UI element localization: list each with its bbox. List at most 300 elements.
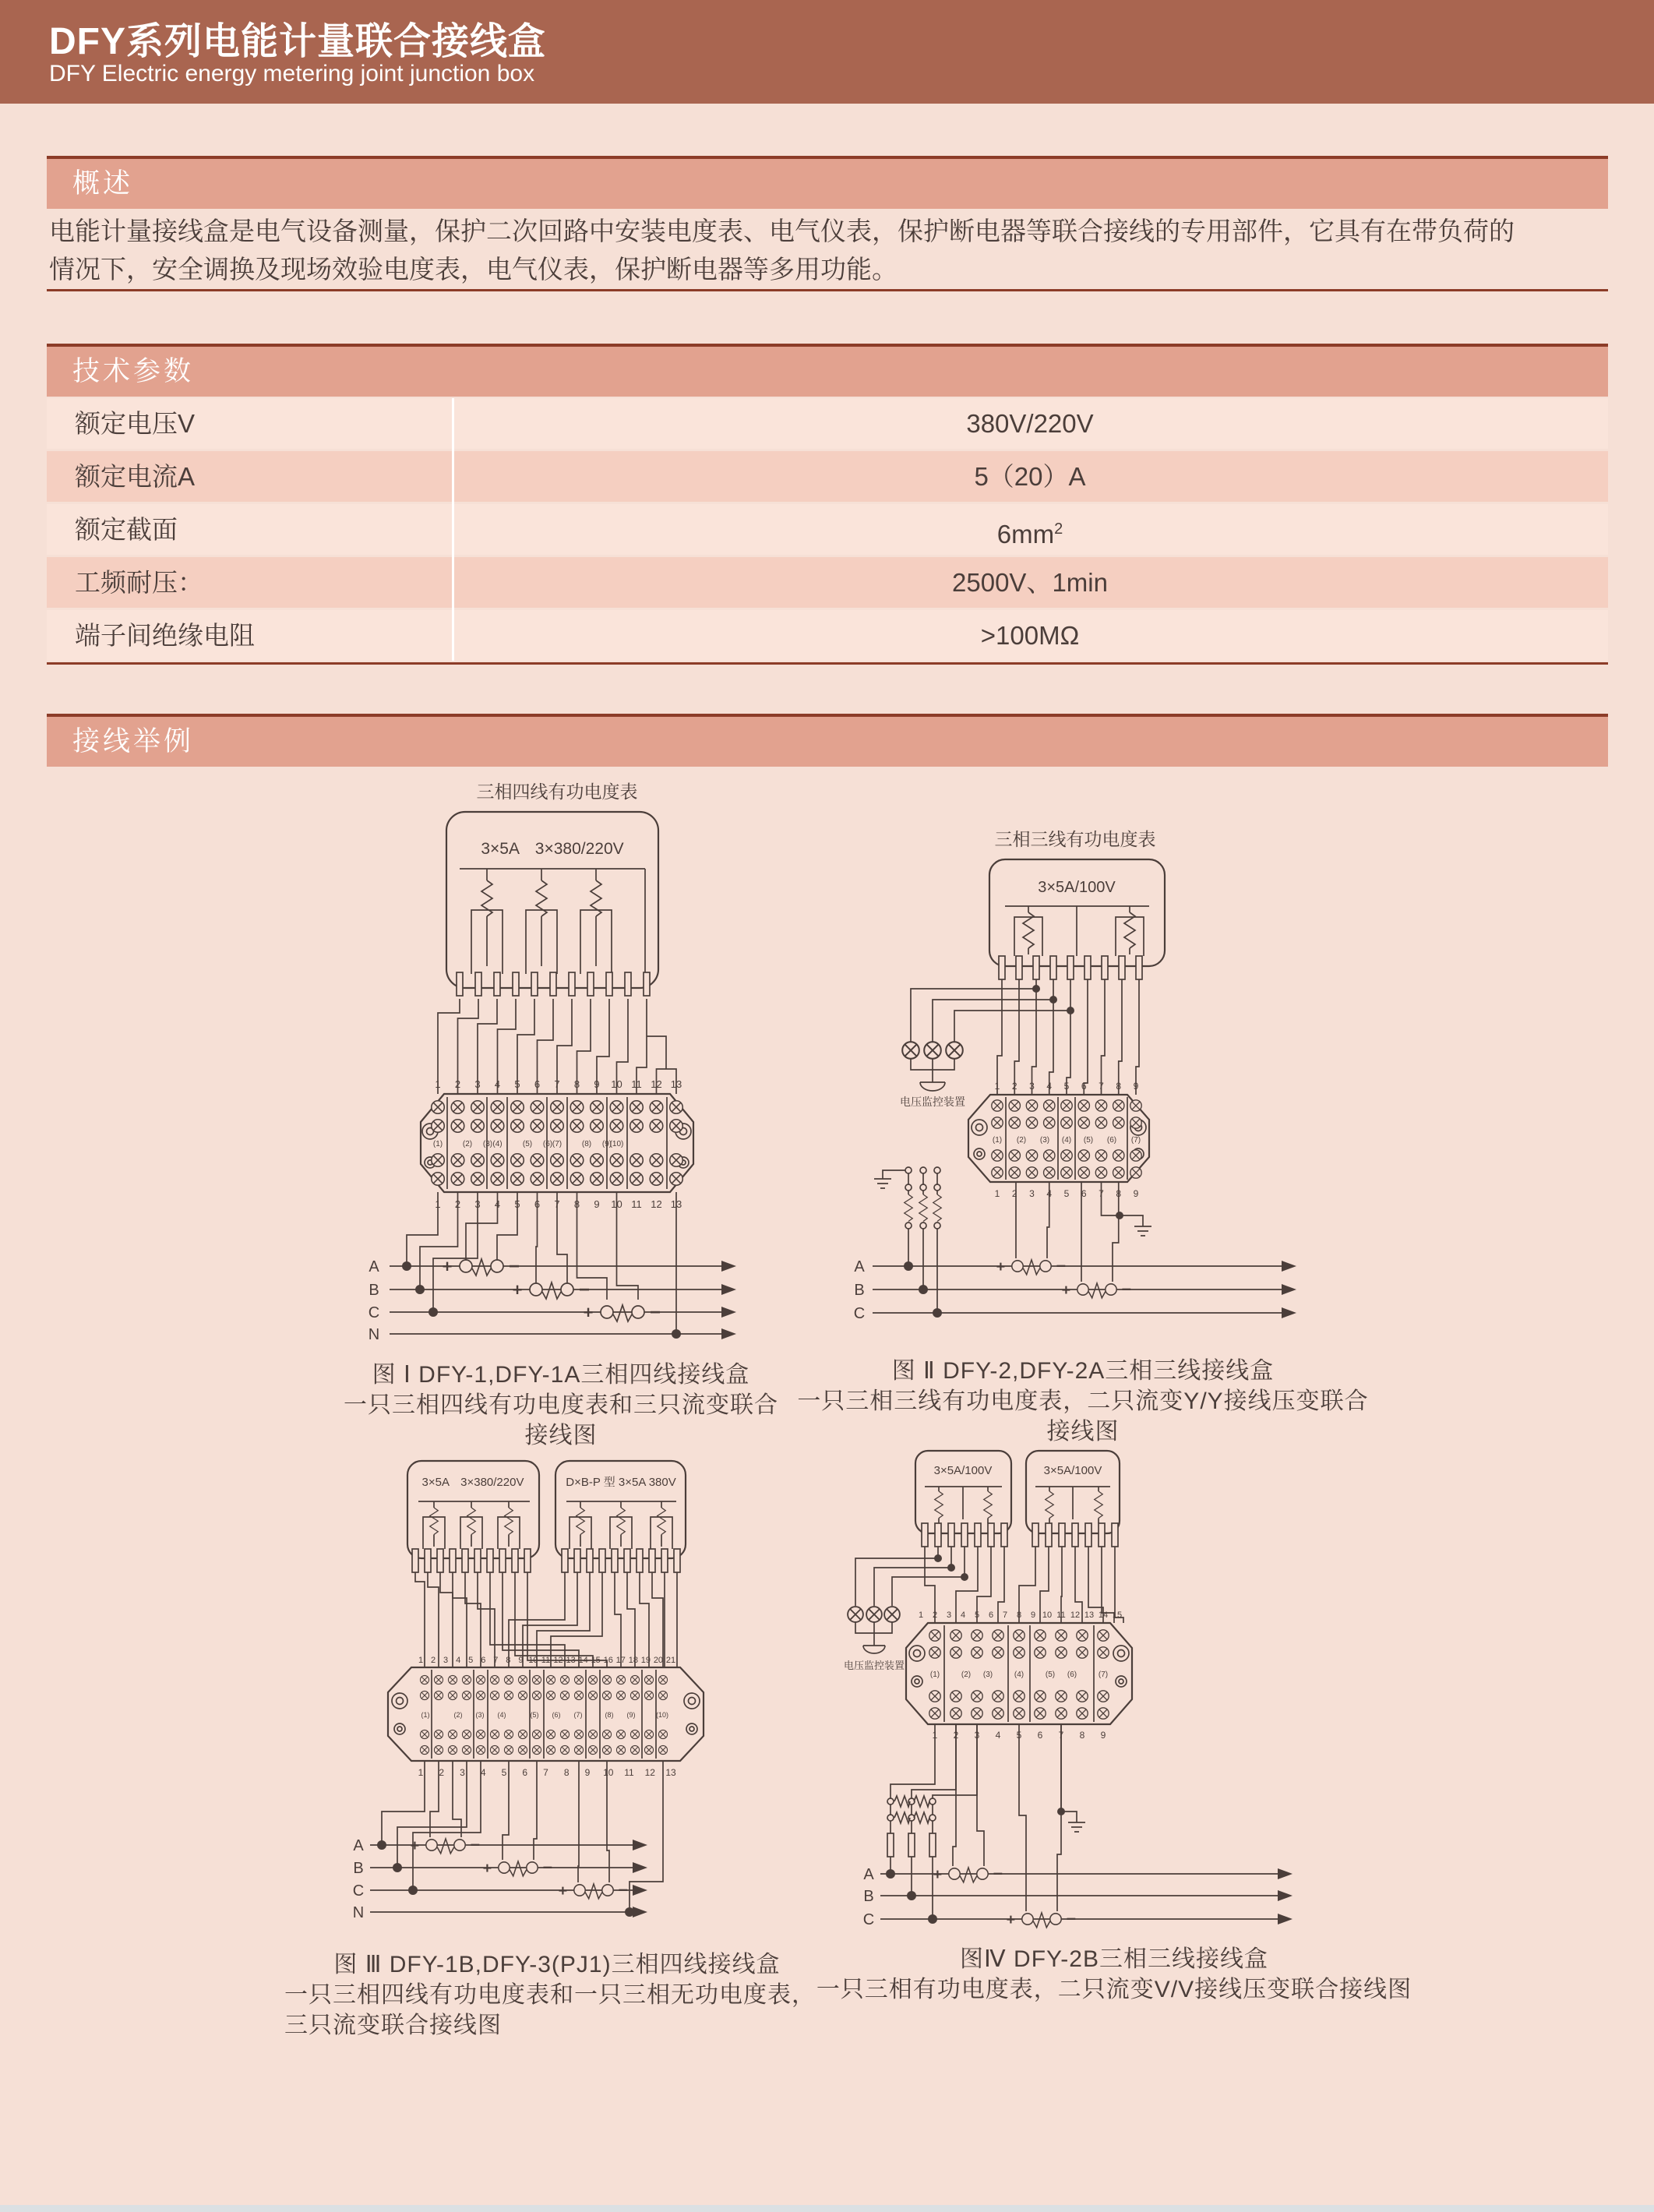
terminal-number: 4: [960, 1610, 966, 1620]
terminal-group-label: (1): [421, 1711, 430, 1719]
section-overview-header: [47, 156, 1608, 209]
terminal-icon: [1130, 1167, 1141, 1178]
terminal-icon: [992, 1167, 1003, 1178]
param-label: 额定截面: [75, 515, 178, 544]
terminal-icon: [560, 1675, 569, 1684]
terminal-icon: [420, 1745, 428, 1754]
junction-box: [388, 1667, 704, 1761]
table-row: [47, 557, 1608, 608]
section-tech-title: 技术参数: [72, 356, 195, 386]
terminal-number: 19: [640, 1656, 651, 1665]
terminal-icon: [1098, 1647, 1109, 1658]
terminal-number: 8: [1116, 1188, 1122, 1199]
terminal-group-label: (5): [522, 1140, 533, 1148]
terminal-icon: [570, 1173, 584, 1186]
terminal-group-label: (10): [655, 1711, 669, 1719]
terminal-number: 4: [1046, 1081, 1053, 1092]
figure-1-meter-label: 三相四线有功电度表: [476, 781, 638, 802]
terminal-number: 6: [534, 1198, 541, 1210]
terminal-icon: [588, 1675, 597, 1684]
terminal-icon: [1026, 1167, 1037, 1178]
terminal-icon: [950, 1708, 961, 1719]
terminal-number: 20: [653, 1656, 664, 1665]
terminal-group-label: (2): [453, 1711, 463, 1719]
terminal-icon: [1130, 1150, 1141, 1161]
terminal-icon: [616, 1675, 625, 1684]
terminal-icon: [1078, 1150, 1089, 1161]
terminal-icon: [602, 1691, 611, 1699]
terminal-number: 13: [665, 1767, 676, 1778]
terminal-icon: [448, 1745, 457, 1754]
terminal-icon: [610, 1120, 623, 1133]
figure-4-meter-left: [915, 1451, 1011, 1533]
terminal-icon: [551, 1101, 564, 1114]
terminal-icon: [532, 1730, 541, 1738]
terminal-group-label: (6): [1067, 1670, 1077, 1679]
terminal-icon: [1077, 1691, 1088, 1702]
terminal-icon: [1026, 1117, 1037, 1128]
lamp-icon: [884, 1607, 900, 1622]
terminal-icon: [630, 1675, 639, 1684]
phase-label: C: [368, 1304, 380, 1321]
terminal-group-label: (2): [961, 1670, 972, 1679]
terminal-number: 3: [1029, 1081, 1035, 1092]
terminal-icon: [630, 1730, 639, 1738]
terminal-number: 9: [594, 1078, 600, 1090]
terminal-number: 8: [1116, 1081, 1122, 1092]
terminal-number: 6: [988, 1610, 994, 1620]
terminal-icon: [644, 1730, 653, 1738]
figure-2-diagram: [838, 822, 1321, 1332]
terminal-icon: [518, 1691, 527, 1699]
terminal-icon: [992, 1117, 1003, 1128]
lamp-icon: [902, 1042, 919, 1059]
terminal-icon: [602, 1730, 611, 1738]
terminal-group-label: (3): [475, 1711, 485, 1719]
terminal-number: 3: [946, 1610, 952, 1620]
terminal-icon: [1056, 1691, 1067, 1702]
terminal-icon: [490, 1745, 499, 1754]
terminal-icon: [531, 1154, 544, 1167]
terminal-icon: [434, 1691, 443, 1699]
terminal-icon: [462, 1730, 471, 1738]
terminal-icon: [670, 1101, 683, 1114]
monitor-label: 电压监控装置: [843, 1660, 905, 1671]
terminal-icon: [929, 1691, 940, 1702]
terminal-icon: [1044, 1167, 1055, 1178]
terminal-icon: [1113, 1100, 1124, 1111]
phase-label: B: [863, 1888, 874, 1905]
figure-1-caption: [343, 1360, 779, 1451]
terminal-number: 11: [631, 1198, 642, 1210]
terminal-icon: [650, 1154, 663, 1167]
terminal-icon: [1035, 1691, 1046, 1702]
terminal-icon: [992, 1150, 1003, 1161]
terminal-number: 8: [1079, 1730, 1085, 1741]
terminal-icon: [420, 1691, 428, 1699]
param-value: >100MΩ: [980, 621, 1080, 650]
terminal-number: 7: [543, 1767, 548, 1778]
figure-2-caption-body: 一只三相三线有功电度表，二只流变Y/Y接线压变联合接线图: [797, 1388, 1369, 1445]
terminal-number: 18: [628, 1656, 638, 1665]
terminal-icon: [1095, 1100, 1106, 1111]
terminal-icon: [1061, 1100, 1072, 1111]
figure-2-meter: [989, 859, 1165, 979]
figure-4-meter-right: [1026, 1451, 1120, 1533]
terminal-group-label: (1): [432, 1140, 443, 1148]
terminal-number: 8: [573, 1198, 580, 1210]
terminal-icon: [570, 1120, 584, 1133]
terminal-icon: [588, 1745, 597, 1754]
terminal-icon: [1077, 1630, 1088, 1641]
phase-label: A: [369, 1258, 379, 1275]
terminal-icon: [511, 1154, 524, 1167]
terminal-number: 7: [1058, 1730, 1064, 1741]
terminal-icon: [511, 1120, 524, 1133]
voltage-monitor: [900, 1042, 965, 1108]
terminal-icon: [420, 1730, 428, 1738]
terminal-number: 4: [456, 1656, 461, 1665]
param-value: 5（20）A: [974, 462, 1086, 491]
section-wiring-title: 接线举例: [72, 726, 195, 757]
terminal-icon: [462, 1675, 471, 1684]
terminal-number: 5: [974, 1610, 980, 1620]
terminal-icon: [551, 1173, 564, 1186]
phase-label: N: [368, 1326, 380, 1343]
terminal-icon: [616, 1691, 625, 1699]
terminal-number: 1: [994, 1188, 1000, 1199]
phase-label: A: [854, 1258, 865, 1275]
terminal-icon: [1098, 1708, 1109, 1719]
terminal-icon: [511, 1101, 524, 1114]
figure-1-caption-title: 图 Ⅰ DFY-1,DFY-1A三相四线接线盒: [372, 1362, 750, 1388]
terminal-icon: [630, 1120, 644, 1133]
terminal-icon: [490, 1691, 499, 1699]
terminal-icon: [570, 1154, 584, 1167]
terminal-icon: [491, 1154, 504, 1167]
terminal-icon: [658, 1730, 667, 1738]
figure-1-diagram: [343, 779, 779, 1360]
terminal-icon: [504, 1745, 513, 1754]
phase-lines: [854, 1256, 1296, 1322]
terminal-icon: [972, 1691, 982, 1702]
terminal-group-label: (7): [1098, 1670, 1109, 1679]
terminal-icon: [574, 1745, 583, 1754]
terminal-icon: [432, 1173, 445, 1186]
terminal-icon: [546, 1675, 555, 1684]
lamp-icon: [866, 1607, 882, 1622]
terminal-number: 4: [995, 1730, 1001, 1741]
phase-label: A: [353, 1837, 364, 1854]
figure-4-caption-body: 一只三相有功电度表，二只流变V/V接线压变联合接线图: [816, 1977, 1412, 2002]
terminal-number: 9: [518, 1656, 524, 1665]
phase-label: C: [352, 1882, 365, 1900]
meter-rating: 3×5A/100V: [933, 1464, 993, 1477]
junction-box: [421, 1094, 693, 1192]
terminal-icon: [490, 1675, 499, 1684]
table-row: [47, 504, 1608, 555]
terminal-number: 10: [528, 1656, 538, 1665]
figure-4-diagram: [834, 1441, 1379, 1936]
ground-icon: [874, 1174, 891, 1188]
terminal-icon: [602, 1675, 611, 1684]
terminal-number: 6: [534, 1078, 541, 1090]
terminal-icon: [929, 1647, 940, 1658]
terminal-icon: [650, 1173, 663, 1186]
terminal-number: 2: [1011, 1081, 1017, 1092]
terminal-icon: [972, 1630, 982, 1641]
terminal-number: 21: [665, 1656, 676, 1665]
section-overview-title: 概述: [72, 168, 134, 199]
terminal-icon: [448, 1691, 457, 1699]
terminal-icon: [1130, 1117, 1141, 1128]
terminal-icon: [532, 1745, 541, 1754]
terminal-icon: [420, 1675, 428, 1684]
terminal-icon: [471, 1154, 485, 1167]
terminal-icon: [1026, 1150, 1037, 1161]
terminal-number: 3: [474, 1198, 481, 1210]
terminal-number: 5: [1063, 1188, 1070, 1199]
terminal-number: 11: [1056, 1610, 1066, 1620]
page-title: DFY系列电能计量联合接线盒: [49, 21, 547, 62]
meter-rating: 3×5A/100V: [1038, 879, 1116, 896]
overview-paragraph: [49, 212, 1615, 288]
terminal-icon: [1056, 1708, 1067, 1719]
terminal-number: 8: [573, 1078, 580, 1090]
terminal-icon: [1077, 1708, 1088, 1719]
terminal-number: 6: [1081, 1188, 1087, 1199]
meter-to-box-wires: [911, 979, 1139, 1095]
terminal-icon: [504, 1675, 513, 1684]
terminal-icon: [630, 1173, 644, 1186]
terminal-number: 12: [1070, 1610, 1081, 1620]
terminal-icon: [591, 1173, 604, 1186]
terminal-number: 3: [443, 1656, 449, 1665]
meter-terminal-fuses: [999, 956, 1142, 979]
terminal-icon: [531, 1173, 544, 1186]
terminal-icon: [491, 1120, 504, 1133]
terminal-group-label: (6): [542, 1140, 553, 1148]
terminal-icon: [560, 1745, 569, 1754]
terminal-icon: [532, 1691, 541, 1699]
param-label: 额定电压V: [75, 409, 196, 438]
terminal-group-label: (7): [1130, 1136, 1141, 1145]
terminal-number: 4: [494, 1198, 501, 1210]
terminal-icon: [1044, 1150, 1055, 1161]
terminal-icon: [1078, 1167, 1089, 1178]
figure-3-caption-body: 一只三相四线有功电度表和一只三相无功电度表，: [284, 1982, 816, 2008]
terminal-icon: [1044, 1117, 1055, 1128]
terminal-icon: [993, 1708, 1003, 1719]
terminal-icon: [462, 1691, 471, 1699]
section-tech-header: [47, 344, 1608, 397]
tech-params-table: [47, 398, 1608, 663]
ground-icon: [1134, 1222, 1151, 1236]
terminal-icon: [1061, 1117, 1072, 1128]
terminal-icon: [432, 1101, 445, 1114]
table-row: [47, 398, 1608, 449]
meter-rating: 3×5A/100V: [1043, 1464, 1102, 1477]
terminal-icon: [491, 1173, 504, 1186]
terminal-icon: [434, 1745, 443, 1754]
terminal-number: 4: [1046, 1188, 1053, 1199]
terminal-icon: [929, 1630, 940, 1641]
terminal-number: 8: [563, 1767, 570, 1778]
terminal-icon: [610, 1154, 623, 1167]
terminal-icon: [560, 1691, 569, 1699]
terminal-icon: [1056, 1630, 1067, 1641]
terminal-icon: [644, 1745, 653, 1754]
terminal-number: 16: [603, 1656, 613, 1665]
terminal-icon: [616, 1730, 625, 1738]
terminal-icon: [630, 1101, 644, 1114]
param-label: 端子间绝缘电阻: [75, 621, 255, 650]
terminal-number: 5: [1016, 1730, 1022, 1741]
terminal-icon: [1035, 1708, 1046, 1719]
terminal-icon: [591, 1120, 604, 1133]
terminal-number: 7: [493, 1656, 499, 1665]
terminal-number: 6: [1037, 1730, 1043, 1741]
terminal-icon: [434, 1675, 443, 1684]
terminal-group-label: (4): [1014, 1670, 1024, 1679]
meter-terminal-fuses: [922, 1523, 1118, 1547]
terminal-number: 5: [514, 1078, 520, 1090]
terminal-number: 12: [553, 1656, 563, 1665]
figure-3-caption-body: 三只流变联合接线图: [284, 2013, 502, 2038]
terminal-icon: [950, 1691, 961, 1702]
terminal-number: 6: [481, 1656, 486, 1665]
param-label: 额定电流A: [75, 462, 196, 491]
terminal-number: 12: [651, 1198, 662, 1210]
terminal-number: 2: [430, 1656, 436, 1665]
terminal-number: 10: [611, 1078, 622, 1090]
terminal-icon: [551, 1154, 564, 1167]
terminal-number: 6: [522, 1767, 528, 1778]
terminal-number: 14: [578, 1656, 588, 1665]
terminal-icon: [993, 1647, 1003, 1658]
terminal-icon: [471, 1120, 485, 1133]
meter-terminal-fuses: [412, 1549, 680, 1572]
terminal-icon: [610, 1101, 623, 1114]
terminal-icon: [504, 1691, 513, 1699]
terminal-icon: [602, 1745, 611, 1754]
terminal-group-label: (4): [497, 1711, 506, 1719]
terminal-number: 4: [494, 1078, 501, 1090]
meter-to-box-wires: [415, 1572, 677, 1667]
terminal-icon: [546, 1745, 555, 1754]
terminal-group-label: (3): [482, 1140, 493, 1148]
param-label: 工频耐压：: [75, 568, 203, 597]
figure-2-caption: [787, 1356, 1379, 1447]
terminal-icon: [972, 1708, 982, 1719]
terminal-icon: [591, 1154, 604, 1167]
terminal-number: 11: [631, 1078, 642, 1090]
terminal-icon: [451, 1101, 464, 1114]
terminal-number: 13: [670, 1198, 682, 1210]
monitor-label: 电压监控装置: [900, 1095, 965, 1108]
terminal-number: 15: [591, 1656, 601, 1665]
terminal-number: 5: [1063, 1081, 1070, 1092]
junction-box: [906, 1623, 1132, 1724]
terminal-number: 1: [435, 1078, 441, 1090]
figure-2-meter-label: 三相三线有功电度表: [994, 829, 1156, 849]
terminal-number: 1: [918, 1610, 924, 1620]
terminal-icon: [1098, 1691, 1109, 1702]
terminal-icon: [432, 1120, 445, 1133]
figure-1-meter: [446, 812, 658, 996]
terminal-icon: [1009, 1150, 1020, 1161]
terminal-number: 13: [670, 1078, 682, 1090]
phase-label: C: [853, 1305, 866, 1322]
terminal-number: 1: [932, 1730, 938, 1741]
terminal-number: 9: [594, 1198, 600, 1210]
terminal-icon: [570, 1101, 584, 1114]
terminal-icon: [451, 1120, 464, 1133]
terminal-icon: [518, 1730, 527, 1738]
terminal-group-label: (10): [609, 1140, 624, 1148]
terminal-icon: [451, 1173, 464, 1186]
terminal-number: 11: [624, 1767, 634, 1778]
terminal-group-label: (7): [573, 1711, 583, 1719]
terminal-icon: [1113, 1117, 1124, 1128]
voltage-monitor: [844, 1607, 905, 1671]
terminal-icon: [546, 1730, 555, 1738]
terminal-icon: [1014, 1630, 1024, 1641]
terminal-icon: [1113, 1150, 1124, 1161]
terminal-number: 8: [1016, 1610, 1022, 1620]
terminal-icon: [993, 1691, 1003, 1702]
terminal-icon: [490, 1730, 499, 1738]
terminal-icon: [950, 1647, 961, 1658]
terminal-icon: [1026, 1100, 1037, 1111]
phase-label: B: [369, 1282, 379, 1299]
terminal-icon: [476, 1675, 485, 1684]
terminal-icon: [630, 1745, 639, 1754]
terminal-icon: [1035, 1647, 1046, 1658]
terminal-number: 2: [439, 1767, 445, 1778]
section-wiring-header: [47, 714, 1608, 767]
terminal-number: 12: [651, 1078, 662, 1090]
terminal-icon: [560, 1730, 569, 1738]
terminal-icon: [511, 1173, 524, 1186]
terminal-number: 9: [1030, 1610, 1036, 1620]
terminal-number: 11: [541, 1656, 551, 1665]
terminal-icon: [1095, 1150, 1106, 1161]
terminal-group-label: (8): [581, 1140, 592, 1148]
overview-line-1: 电能计量接线盒是电气设备测量，保护二次回路中安装电度表、电气仪表，保护断电器等联合接线的专用部件，它具有在带负荷的: [49, 217, 1515, 245]
ground-icon: [1068, 1818, 1085, 1832]
terminal-icon: [518, 1675, 527, 1684]
terminal-number: 7: [1099, 1081, 1104, 1092]
terminal-icon: [1014, 1691, 1024, 1702]
terminal-number: 9: [1133, 1188, 1139, 1199]
terminal-number: 14: [1098, 1610, 1109, 1620]
param-value: $6mm^2$: [996, 520, 1063, 549]
phase-label: B: [353, 1860, 364, 1877]
terminal-number: 3: [460, 1767, 465, 1778]
phase-lines: [863, 1864, 1293, 1928]
box-to-phase-wires: [953, 1724, 1077, 1911]
terminal-number: 3: [974, 1730, 980, 1741]
figure-4-caption: [810, 1944, 1418, 2005]
meter-rating: D×B-P 型 3×5A 380V: [566, 1476, 676, 1489]
meter-terminal-fuses: [457, 972, 650, 996]
terminal-number: 4: [480, 1767, 486, 1778]
terminal-icon: [551, 1120, 564, 1133]
terminal-icon: [1061, 1167, 1072, 1178]
terminal-number: 2: [932, 1610, 938, 1620]
terminal-icon: [1077, 1647, 1088, 1658]
